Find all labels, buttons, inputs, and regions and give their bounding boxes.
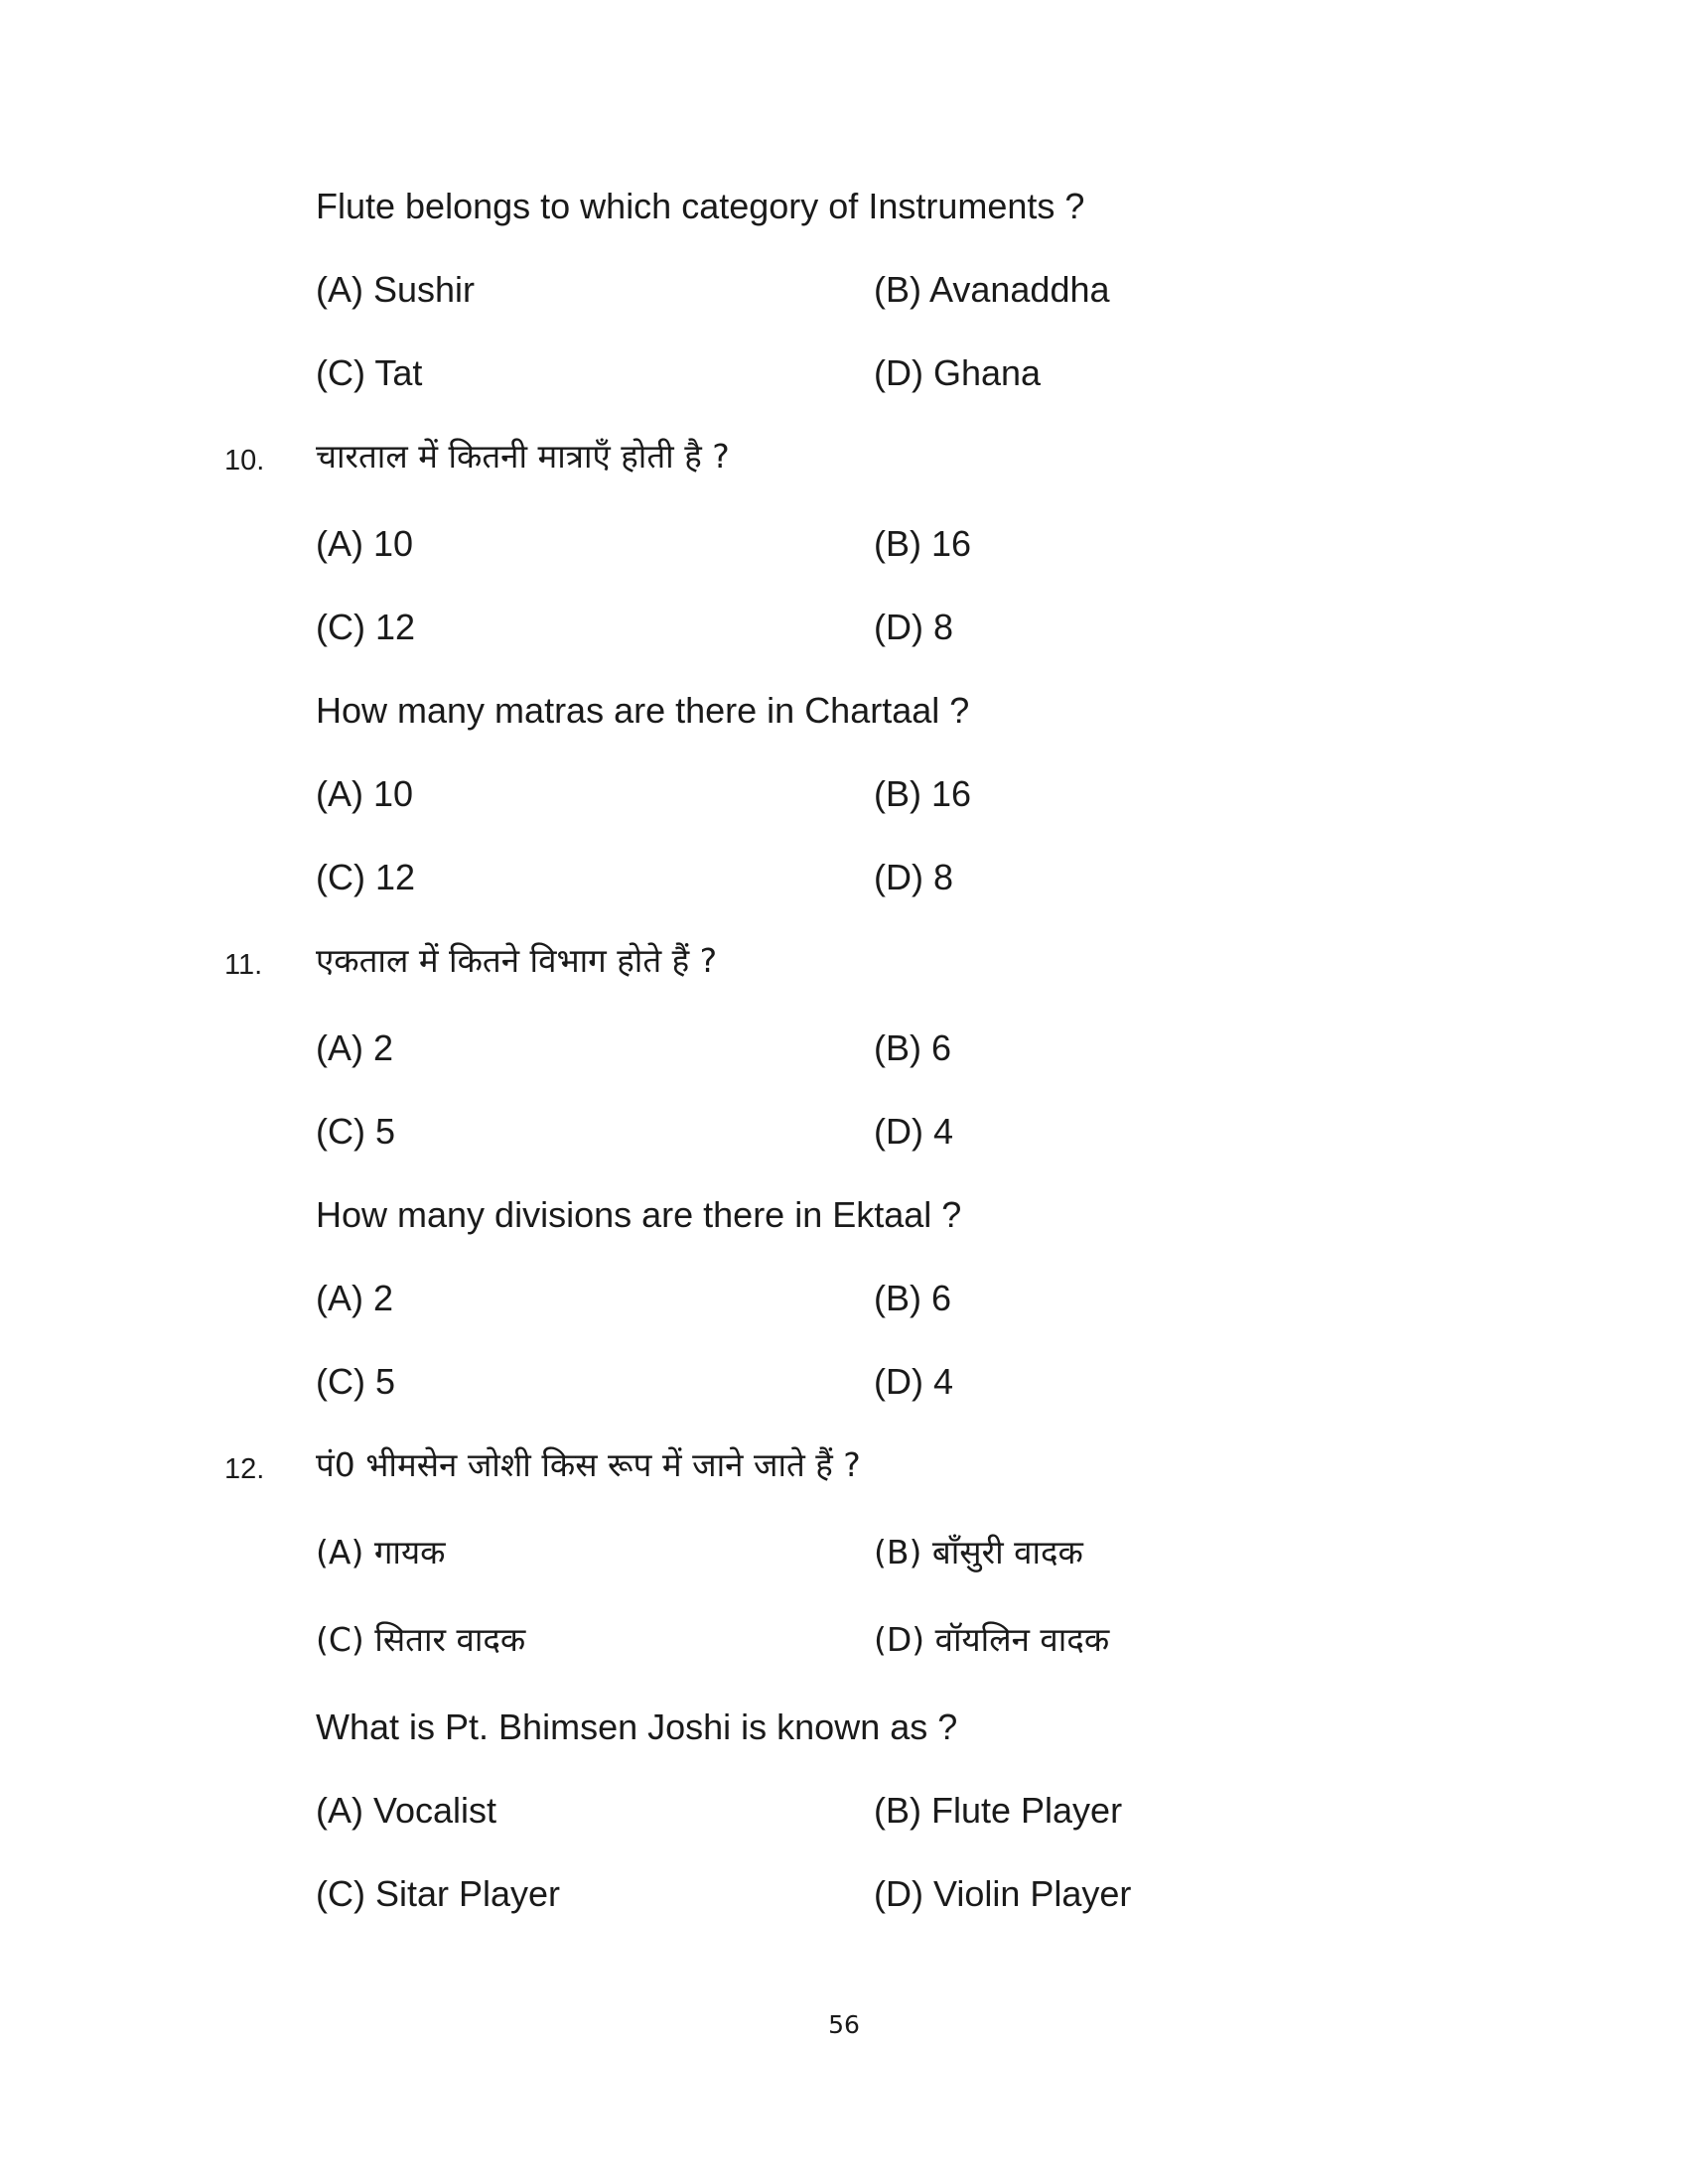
option-c: (C) सितार वादक [316,1620,526,1659]
question-text: How many divisions are there in Ektaal ? [316,1194,962,1235]
option-c: (C) Tat [316,352,423,393]
option-a: (A) 10 [316,773,414,814]
option-a: (A) 2 [316,1027,394,1068]
question-number: 12. [224,1453,265,1485]
option-a: (A) Sushir [316,269,476,310]
option-d: (D) वॉयलिन वादक [874,1620,1110,1659]
question-number: 11. [224,949,263,981]
question-text: What is Pt. Bhimsen Joshi is known as ? [316,1706,958,1747]
option-b: (B) Avanaddha [874,269,1110,310]
option-b: (B) बाँसुरी वादक [874,1533,1083,1571]
option-c: (C) 12 [316,857,416,897]
option-d: (D) Violin Player [874,1873,1132,1914]
option-a: (A) गायक [316,1533,446,1571]
option-b: (B) 16 [874,523,972,564]
option-b: (B) Flute Player [874,1790,1123,1831]
question-text-hindi: चारताल में कितनी मात्राएँ होती है ? [316,437,730,476]
page-number: 56 [828,2010,860,2039]
question-number: 10. [224,445,265,477]
option-c: (C) 12 [316,607,416,647]
option-d: (D) 4 [874,1361,953,1402]
option-c: (C) 5 [316,1111,395,1152]
option-a: (A) 10 [316,523,414,564]
option-c: (C) 5 [316,1361,395,1402]
option-b: (B) 16 [874,773,972,814]
question-text: Flute belongs to which category of Instruments ? [316,186,1085,226]
question-text-hindi: एकताल में कितने विभाग होते हैं ? [316,941,718,980]
option-a: (A) 2 [316,1278,394,1318]
option-d: (D) 4 [874,1111,953,1152]
question-text-hindi: पं0 भीमसेन जोशी किस रूप में जाने जाते हैं ? [316,1445,861,1484]
option-b: (B) 6 [874,1278,952,1318]
option-b: (B) 6 [874,1027,952,1068]
option-a: (A) Vocalist [316,1790,497,1831]
question-text: How many matras are there in Chartaal ? [316,690,970,731]
option-d: (D) 8 [874,607,953,647]
option-d: (D) 8 [874,857,953,897]
option-d: (D) Ghana [874,352,1042,393]
option-c: (C) Sitar Player [316,1873,561,1914]
